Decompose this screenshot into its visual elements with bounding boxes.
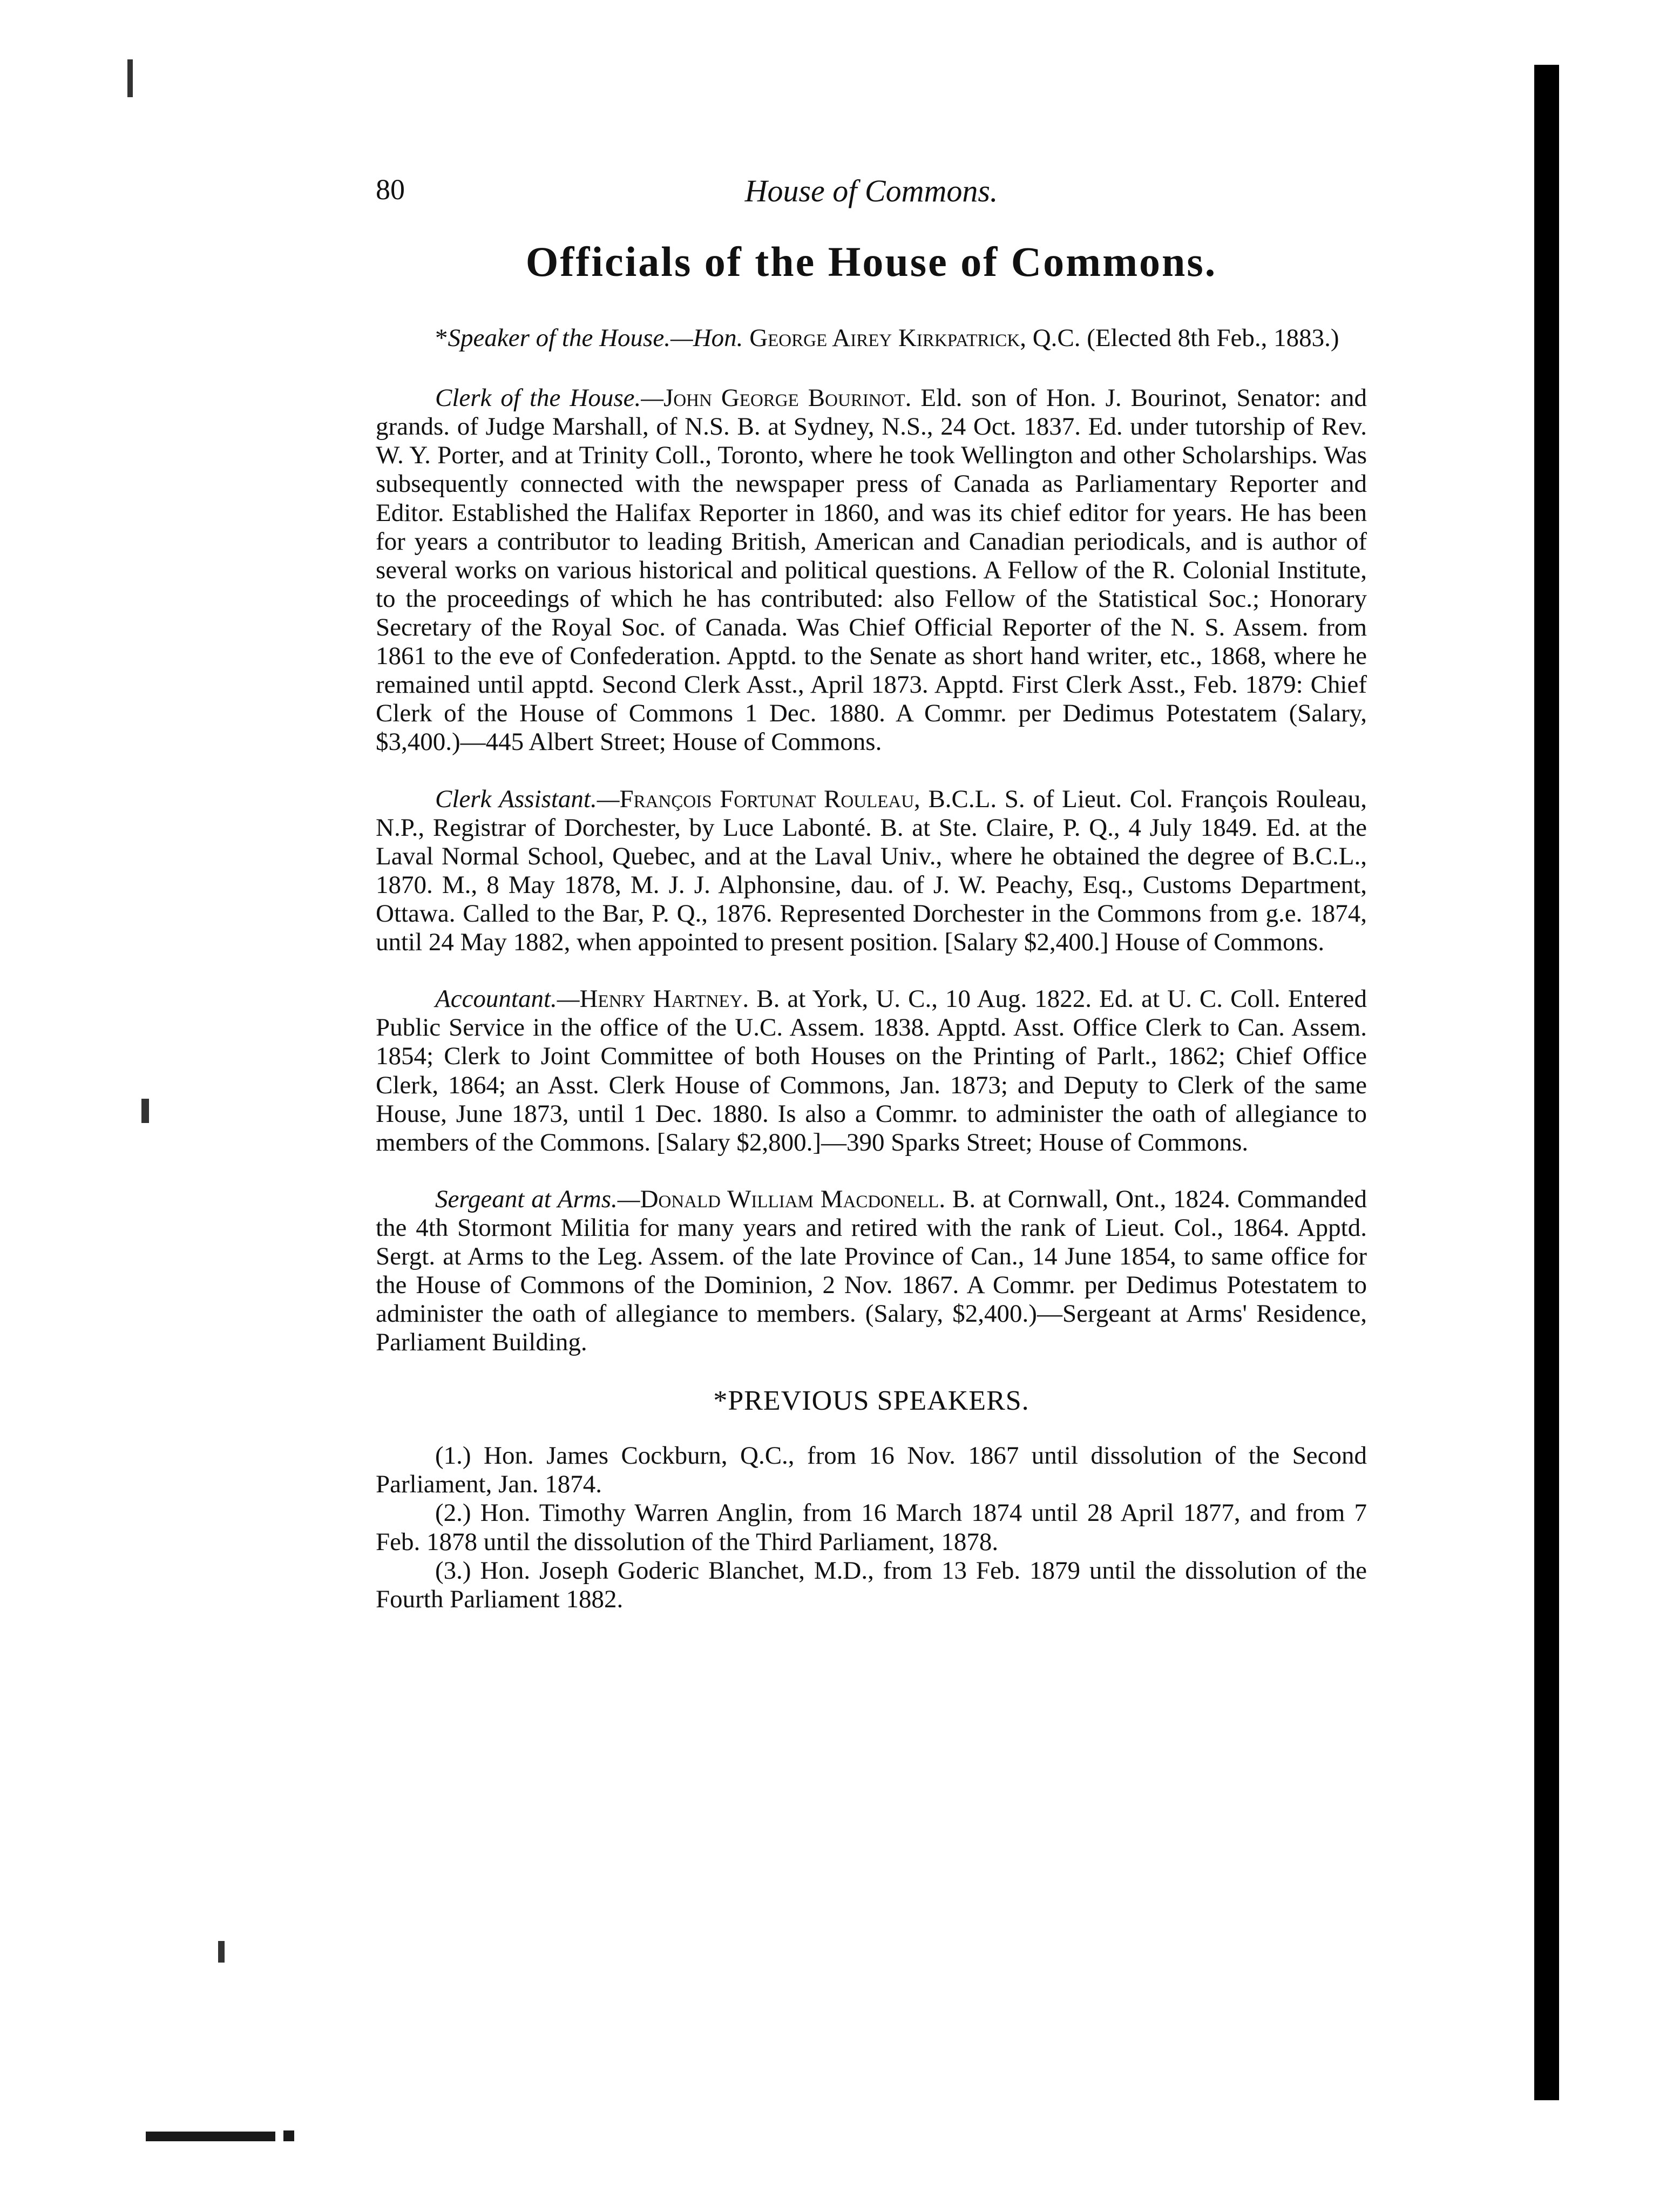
entry-text: B. at York, U. C., 10 Aug. 1822. Ed. at U. C. Coll. Entered Public Service in the office of the U.C. Assem. 1838. Apptd. Asst. Office Clerk to Can. Assem. 1854; Clerk to Joint Committee of both Houses on the Printing of Parlt., 1862; Chief Office Clerk, 1864; an Asst. Clerk House of Commons, Jan. 1873; and Deputy to Clerk of the same House, June 1873, until 1 Dec. 1880. Is also a Commr. to administer the oath of allegiance to members of the Commons. [Salary $2,800.]—390 Sparks Street; House of Commons. [376, 985, 1367, 1156]
entry-text: Eld. son of Hon. J. Bourinot, Senator: and grands. of Judge Marshall, of N.S. B. at Sydney, N.S., 24 Oct. 1837. Ed. under tutorship of Rev. W. Y. Porter, and at Trinity Coll., Toronto, where he took Wellington and other Scholarships. Was subsequently connected with the newspaper press of Canada as Parliamentary Reporter and Editor. Established the Halifax Reporter in 1860, and was its chief editor for years. He has been for years a contributor to leading British, American and Canadian periodicals, and is author of several works on various historical and political questions. A Fellow of the R. Colonial Institute, to the proceedings of which he has contributed: also Fellow of the Statistical Soc.; Honorary Secretary of the Royal Soc. of Canada. Was Chief Official Reporter of the N. S. Assem. from 1861 to the eve of Confederation. Apptd. to the Senate as short hand writer, etc., 1868, where he remained until apptd. Second Clerk Asst., April 1873. Apptd. First Clerk Asst., Feb. 1879: Chief Clerk of the House of Commons 1 Dec. 1880. A Commr. per Dedimus Potestatem (Salary, $3,400.)—445 Albert Street; House of Commons. [376, 384, 1367, 756]
previous-speaker-item: (3.) Hon. Joseph Goderic Blanchet, M.D., from 13 Feb. 1879 until the dissolution of the Fourth Parliament 1882. [376, 1556, 1367, 1613]
scan-dot [283, 2130, 294, 2141]
previous-speaker-item: (2.) Hon. Timothy Warren Anglin, from 16 March 1874 until 28 April 1877, and from 7 Feb. 1878 until the dissolution of the Third Parliament, 1878. [376, 1499, 1367, 1556]
page-number: 80 [376, 173, 405, 206]
speaker-entry [376, 324, 1367, 353]
entry-role: Speaker of the House.—Hon. [448, 324, 743, 352]
entry-name: François Fortunat Rouleau, B.C.L. [619, 784, 997, 813]
entry-text: , Q.C. (Elected 8th Feb., 1883.) [1020, 324, 1339, 352]
official-entry [376, 785, 1367, 957]
entry-text: B. at Cornwall, Ont., 1824. Commanded the 4th Stormont Militia for many years and retired with the rank of Lieut. Col., 1864. Apptd. Sergt. at Arms to the Leg. Assem. of the late Province of Can., 14 June 1854, to same office for the House of Commons of the Dominion, 2 Nov. 1867. A Commr. per Dedimus Potestatem to administer the oath of allegiance to members. (Salary, $2,400.)—Sergeant at Arms' Residence, Parliament Building. [376, 1185, 1367, 1357]
scan-mark [127, 59, 133, 97]
entry-name: George Airey Kirkpatrick [749, 324, 1020, 352]
entry-role: Sergeant at Arms.— [435, 1185, 640, 1213]
scan-smudge [146, 2132, 275, 2141]
entry-name: Donald William Macdonell. [640, 1185, 946, 1213]
previous-speaker-item: (1.) Hon. James Cockburn, Q.C., from 16 Nov. 1867 until dissolution of the Second Parliament, Jan. 1874. [376, 1442, 1367, 1499]
entry-role: Clerk of the House.— [435, 384, 664, 412]
scan-mark [218, 1941, 225, 1963]
official-entry [376, 384, 1367, 756]
running-head: House of Commons. [744, 173, 998, 208]
page-header [376, 173, 1367, 216]
entry-name: John George Bourinot. [663, 384, 912, 412]
entry-role: Clerk Assistant.— [435, 784, 620, 813]
entry-text: S. of Lieut. Col. François Rouleau, N.P., Registrar of Dorchester, by Luce Labonté. B. at Ste. Claire, P. Q., 4 July 1849. Ed. at the Laval Normal School, Quebec, and at the Laval Univ., where he obtained the degree of B.C.L., 1870. M., 8 May 1878, M. J. J. Alphonsine, dau. of J. W. Peachy, Esq., Customs Department, Ottawa. Called to the Bar, P. Q., 1876. Represented Dorchester in the Commons from g.e. 1874, until 24 May 1882, when appointed to present position. [Salary $2,400.] House of Commons. [376, 784, 1367, 957]
footnote-marker: * [435, 324, 448, 352]
official-entry [376, 1185, 1367, 1357]
document-body [376, 324, 1367, 1614]
scan-mark [141, 1099, 149, 1123]
previous-speakers-heading: *PREVIOUS SPEAKERS. [713, 1385, 1029, 1416]
scan-edge-bar [1534, 65, 1559, 2100]
official-entry [376, 985, 1367, 1157]
page-title: Officials of the House of Commons. [525, 238, 1217, 285]
entry-name: Henry Hartney. [579, 985, 749, 1013]
entry-role: Accountant.— [435, 985, 580, 1013]
